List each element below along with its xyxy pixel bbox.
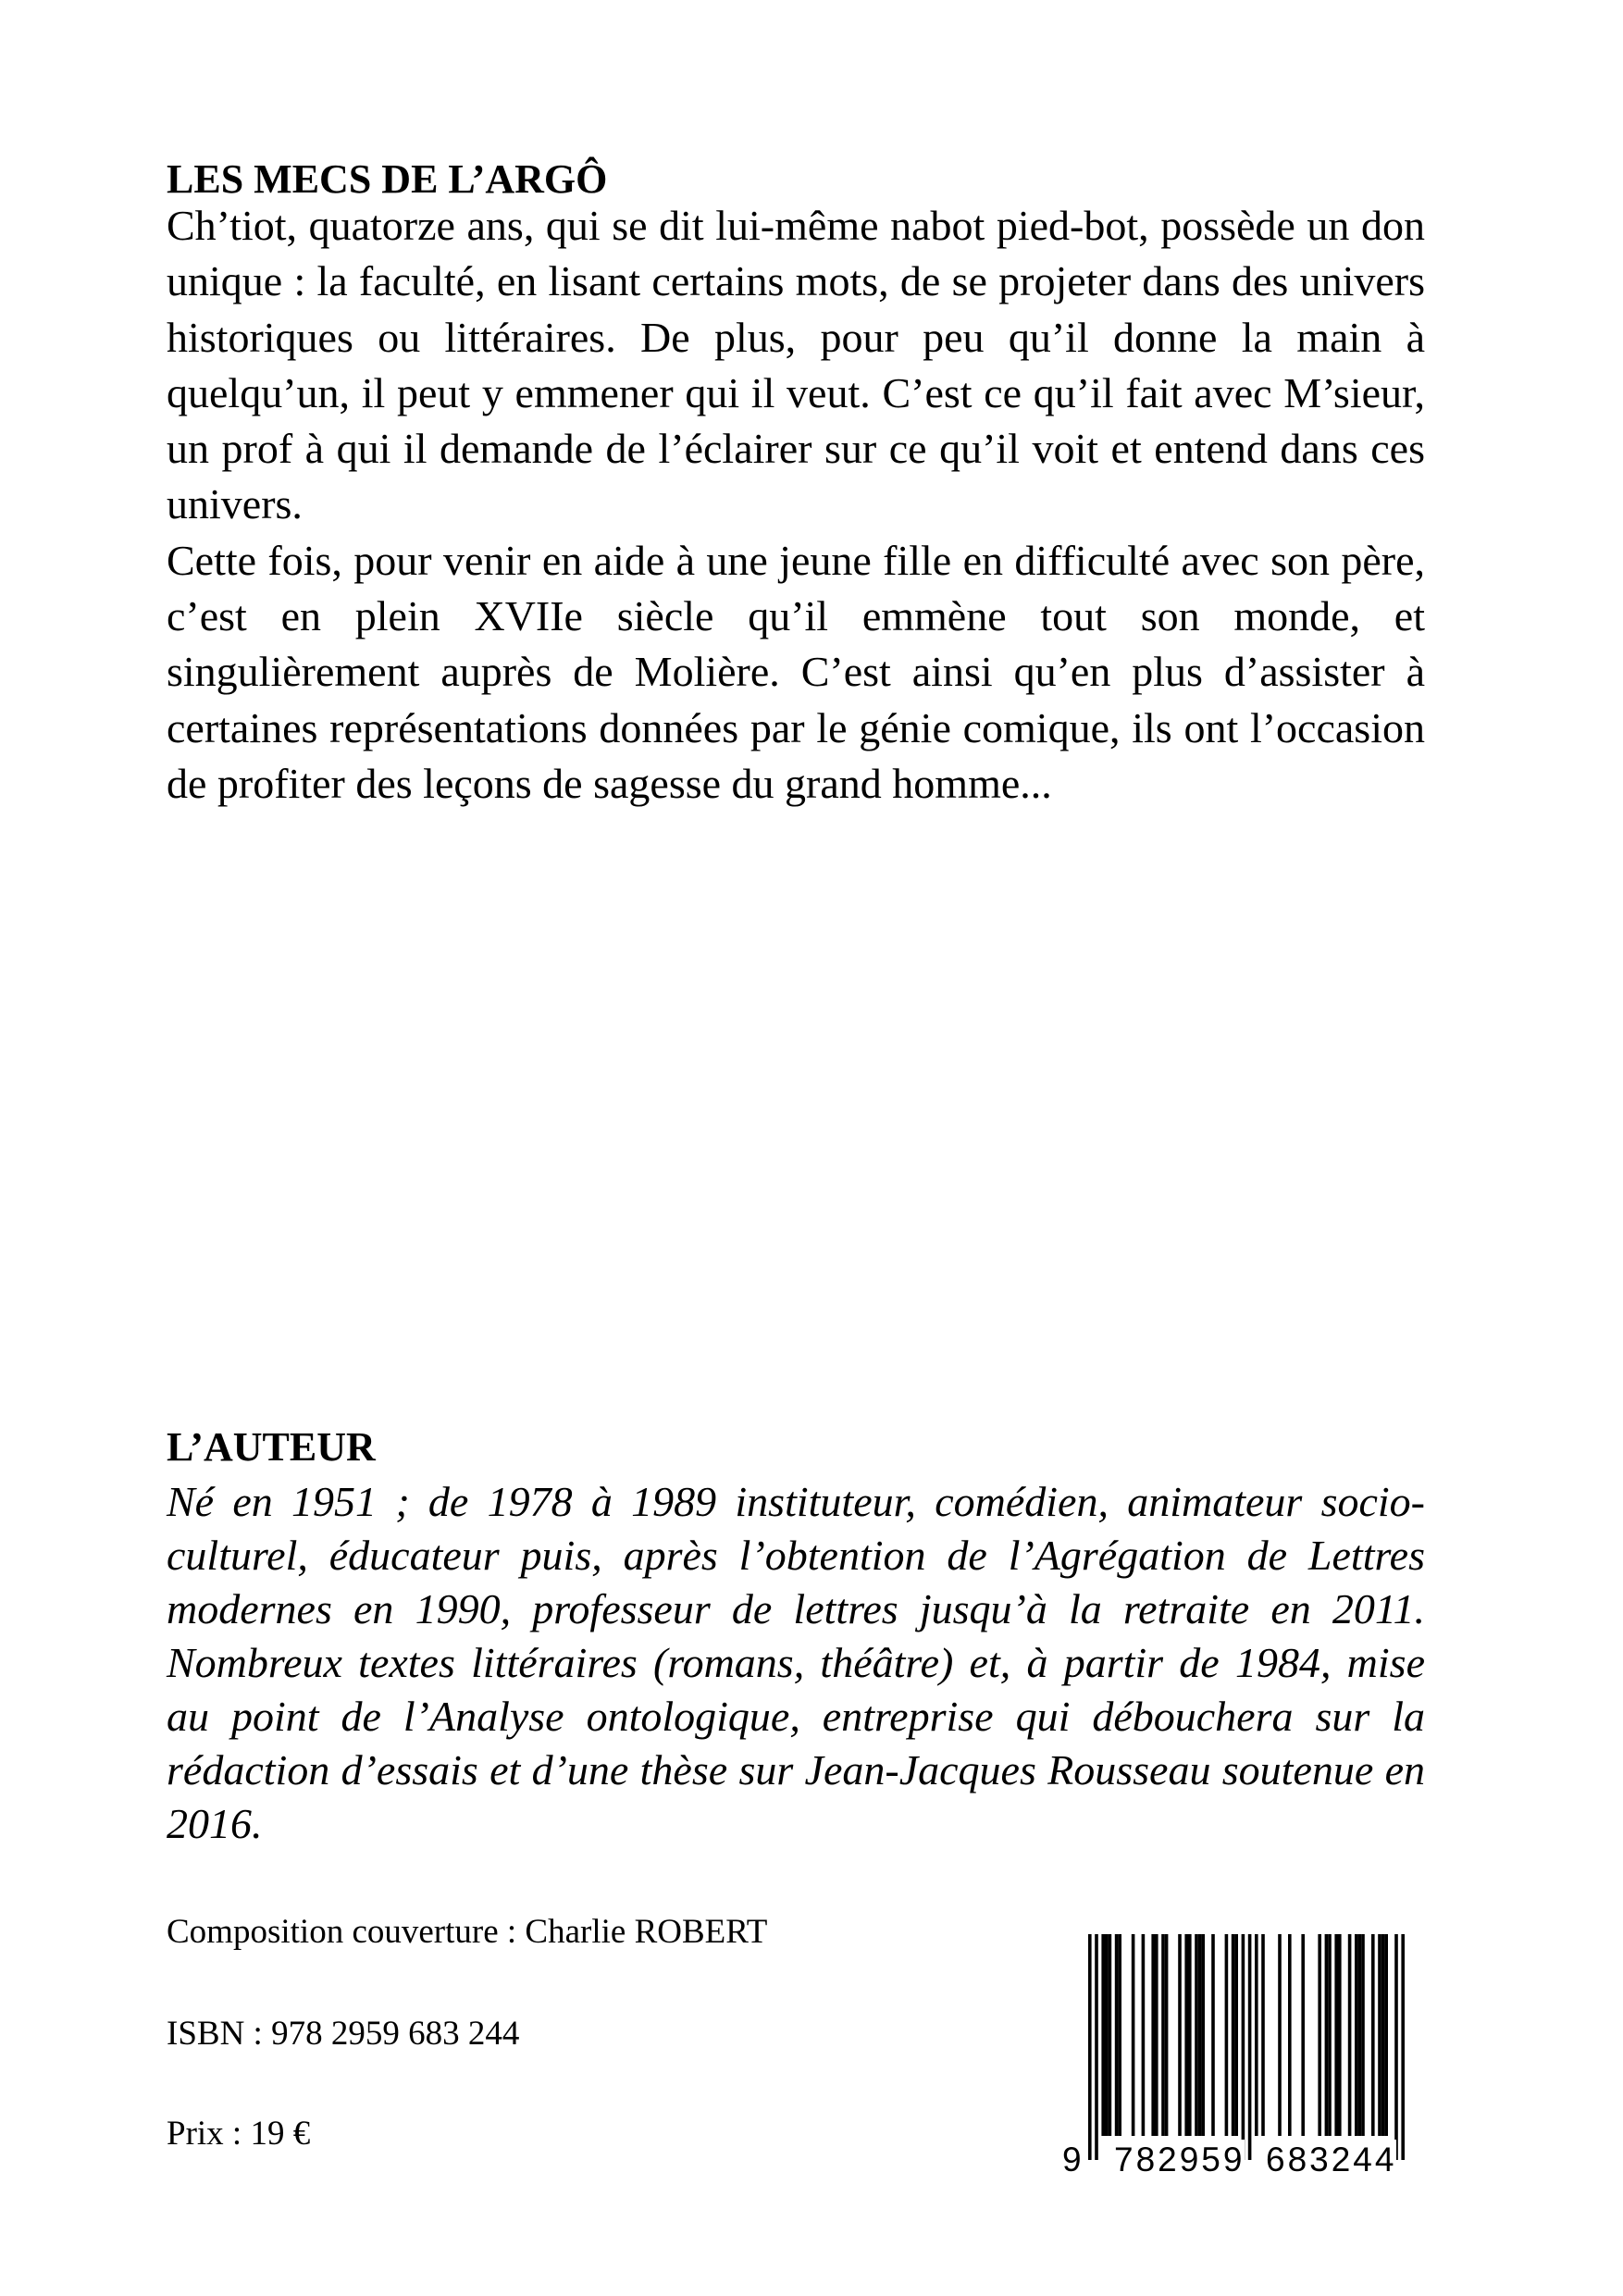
barcode-bar (1318, 1934, 1321, 2136)
barcode-bar (1165, 1934, 1169, 2136)
barcode-bar (1361, 1934, 1365, 2136)
barcode-bar (1255, 1934, 1258, 2136)
barcode-bar (1381, 1934, 1385, 2136)
barcode-bar (1161, 1934, 1165, 2136)
barcode-bar (1201, 1934, 1205, 2136)
barcode-bar (1358, 1934, 1362, 2136)
cover-credit: Composition couverture : Charlie ROBERT (167, 1913, 768, 1951)
barcode-bar (1338, 1934, 1342, 2136)
barcode-bar (1225, 1934, 1229, 2136)
barcode-right-digits: 683244 (1266, 2141, 1397, 2178)
barcode-guard-bar (1242, 1934, 1245, 2160)
barcode-bar (1115, 1934, 1119, 2136)
barcode-guard-bar (1095, 1934, 1098, 2160)
barcode-bar (1155, 1934, 1158, 2136)
barcode-first-digit: 9 (1062, 2141, 1082, 2178)
barcode-guard-bar (1401, 1934, 1405, 2160)
barcode-bar (1278, 1934, 1282, 2136)
barcode-bar (1234, 1934, 1238, 2136)
barcode-bar (1195, 1934, 1198, 2136)
author-heading: L’AUTEUR (167, 1424, 376, 1470)
synopsis-paragraph: Ch’tiot, quatorze ans, qui se dit lui-même nabot pied-bot, possède un don unique : la faculté, en lisant certains mots, de se projeter dans des univers historiques ou littéraires. De plus, pour peu qu’il donne la main à quelqu’un, il peut y emmener qui il veut. C’est ce qu’il fait avec M’sieur, un prof à qui il demande de l’éclairer sur ce qu’il voit et entend dans ces univers. (167, 202, 1425, 528)
barcode-guard-bar (1088, 1934, 1092, 2160)
barcode-bar (1132, 1934, 1135, 2136)
barcode-bar (1261, 1934, 1265, 2136)
barcode-bar (1198, 1934, 1202, 2136)
synopsis-paragraph: Cette fois, pour venir en aide à une jeune fille en difficulté avec son père, c’est en plein XVIIe siècle qu’il emmène tout son monde, et singulièrement auprès de Molière. C’est ainsi qu’en plus d’assister à certaines représentations données par le génie comique, ils ont l’occasion de profiter des leçons de sagesse du grand homme... (167, 536, 1425, 807)
barcode-guard-bar (1248, 1934, 1252, 2160)
author-bio: Né en 1951 ; de 1978 à 1989 instituteur, comédien, animateur socio-culturel, éducateur puis, après l’obtention de l’Agrégation de Lettres modernes en 1990, professeur de lettres jusqu’à la retraite en 2011. Nombreux textes littéraires (romans, théâtre) et, à partir de 1984, mise au point de l’Analyse ontologique, entreprise qui débouchera sur la rédaction d’essais et d’une thèse sur Jean-Jacques Rousseau soutenue en 2016. (167, 1478, 1425, 1847)
barcode-bar (1232, 1934, 1235, 2136)
barcode-guard-bar (1394, 1934, 1398, 2160)
synopsis-text (167, 198, 1425, 812)
barcode-bar (1378, 1934, 1381, 2136)
barcode-bar (1142, 1934, 1146, 2136)
barcode-bar (1328, 1934, 1332, 2136)
barcode-digits (1060, 2140, 1418, 2180)
price-line: Prix : 19 € (167, 2115, 311, 2153)
barcode-bar (1355, 1934, 1358, 2136)
barcode-bar (1334, 1934, 1338, 2136)
barcode-bar (1101, 1934, 1105, 2136)
barcode-bar (1384, 1934, 1388, 2136)
barcode-bar (1109, 1934, 1112, 2136)
barcode-bar (1188, 1934, 1192, 2136)
barcode-bar (1105, 1934, 1109, 2136)
barcode-bar (1118, 1934, 1121, 2136)
barcode-bar (1325, 1934, 1329, 2136)
barcode-bar (1184, 1934, 1188, 2136)
barcode-left-digits: 782959 (1114, 2141, 1245, 2178)
barcode-bar (1348, 1934, 1352, 2136)
barcode-bar (1178, 1934, 1182, 2136)
barcode-bar (1288, 1934, 1292, 2136)
book-title: LES MECS DE L’ARGÔ (167, 156, 608, 202)
barcode-bar (1301, 1934, 1305, 2136)
barcode-bar (1211, 1934, 1215, 2136)
barcode-bar (1151, 1934, 1155, 2136)
isbn-barcode (1060, 1934, 1418, 2178)
barcode-bar (1371, 1934, 1375, 2136)
isbn-line: ISBN : 978 2959 683 244 (167, 2015, 520, 2053)
barcode-bars (1060, 1934, 1418, 2160)
